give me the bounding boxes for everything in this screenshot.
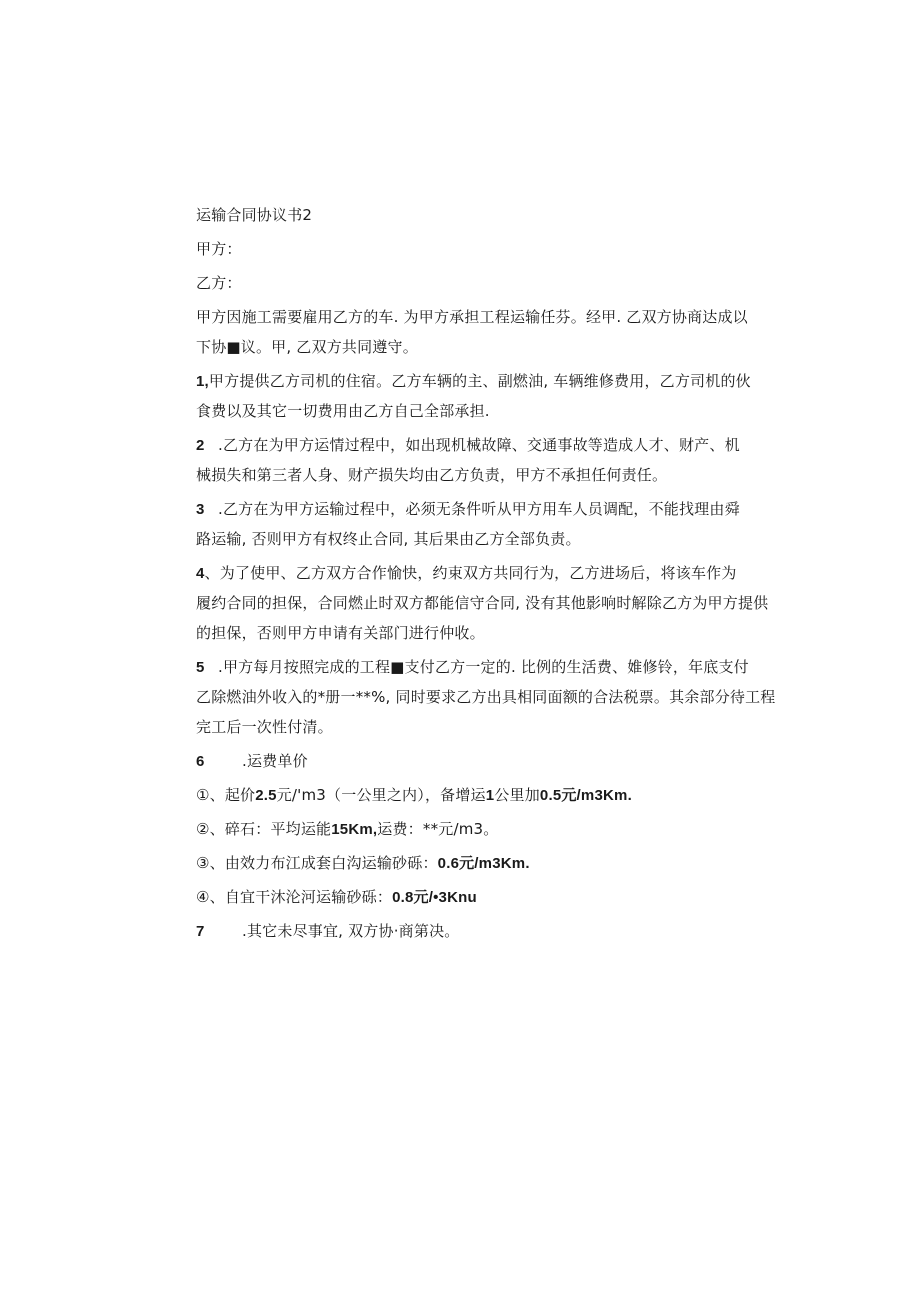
price-item-4: [196, 882, 756, 912]
clause-5-text-3: 完工后一次性付清。: [196, 718, 333, 736]
intro-line-1: [196, 302, 756, 332]
party-a-label: 甲方：: [196, 240, 242, 258]
price-3-value: 0.6: [437, 855, 460, 872]
intro-text-2: 下协■议。甲, 乙双方共同遵守。: [196, 338, 418, 356]
price-2-distance: 15Km,: [331, 821, 378, 838]
clause-3-text-2: 路运输, 否则甲方有权终止合同, 其后果由乙方全部负责。: [196, 530, 581, 548]
party-a-line: [196, 234, 756, 264]
clause-4-text-2: 履约合同的担保，合同燃止时双方都能信守合同, 没有其他影响时解除乙方为甲方提供: [196, 594, 769, 612]
clause-2-text-1: .乙方在为甲方运情过程中，如出现机械故障、交通事故等造成人才、财产、机: [218, 436, 740, 454]
intro-line-2: [196, 332, 756, 362]
clause-1-text-2: 食费以及其它一切费用由乙方自己全部承担.: [196, 402, 490, 420]
clause-4-line-1: [196, 558, 756, 588]
clause-6-number: 6: [196, 753, 205, 770]
price-4-unit: 元/•3Knu: [413, 889, 477, 906]
price-item-2: [196, 814, 756, 844]
price-3-unit: 元/m3Km.: [459, 855, 530, 872]
price-item-1: [196, 780, 756, 810]
party-b-line: [196, 268, 756, 298]
price-item-3: [196, 848, 756, 878]
price-1-start-value: 2.5: [255, 787, 277, 804]
clause-5-line-2: [196, 682, 776, 712]
price-1-label: ①、起价: [196, 786, 256, 804]
clause-3-number: 3: [196, 501, 205, 518]
price-2-fee: 运费：**元/m3。: [377, 820, 499, 838]
clause-7-line: [196, 916, 756, 946]
clause-4-line-2: [196, 588, 769, 618]
clause-2-text-2: 械损失和第三者人身、财产损失均由乙方负责，甲方不承担任何责任。: [196, 466, 668, 484]
clause-3-line-1: [196, 494, 756, 524]
price-1-add-label: 公里加: [494, 786, 540, 804]
price-1-add-unit: 元/m3Km.: [561, 787, 632, 804]
document-title: [196, 200, 756, 230]
clause-5-text-2: 乙除燃油外收入的*册一**%, 同时要求乙方出具相同面额的合法税票。其余部分待工程: [196, 688, 776, 706]
price-1-add-value: 0.5: [539, 787, 562, 804]
clause-1-line-1: [196, 366, 756, 396]
clause-4-text-1: 、为了使甲、乙方双方合作愉快，约束双方共同行为，乙方进场后，将该车作为: [204, 564, 737, 582]
price-3-label: ③、由效力布江成套白沟运输砂砾：: [196, 854, 438, 872]
clause-5-text-1: .甲方每月按照完成的工程■支付乙方一定的. 比例的生活费、婎修铃，年底支付: [218, 658, 749, 676]
clause-2-line-2: [196, 460, 756, 490]
price-4-value: 0.8: [392, 889, 414, 906]
price-1-unit: 元/'m3: [276, 786, 327, 804]
clause-5-number: 5: [196, 659, 205, 676]
clause-4-number: 4: [196, 565, 205, 582]
clause-2-line-1: [196, 430, 756, 460]
price-2-label: ②、碎石：平均运能: [196, 820, 332, 838]
clause-1-line-2: [196, 396, 756, 426]
clause-6-title: .运费单价: [242, 752, 308, 770]
clause-5-line-3: [196, 712, 756, 742]
clause-4-line-3: [196, 618, 756, 648]
clause-3-text-1: .乙方在为甲方运输过程中，必须无条件听从甲方用车人员调配，不能找理由舜: [218, 500, 740, 518]
clause-3-line-2: [196, 524, 756, 554]
price-4-label: ④、自宜干沐沦河运输砂砾：: [196, 888, 393, 906]
clause-7-text: .其它未尽事宜, 双方协·商第决。: [242, 922, 460, 940]
title-text: 运输合同协议书2: [196, 206, 313, 224]
intro-text-1: 甲方因施工需要雇用乙方的车. 为甲方承担工程运输任芬。经甲. 乙双方协商达成以: [196, 308, 748, 326]
clause-1-number: 1,: [196, 373, 209, 390]
price-1-km: 1: [485, 787, 495, 804]
party-b-label: 乙方：: [196, 274, 242, 292]
clause-4-text-3: 的担保，否则甲方申请有关部门进行仲收。: [196, 624, 485, 642]
price-1-note: （一公里之内），备增运: [326, 786, 486, 804]
clause-5-line-1: [196, 652, 756, 682]
clause-2-number: 2: [196, 437, 205, 454]
contract-text: [196, 200, 776, 946]
clause-1-text-1: 甲方提供乙方司机的住宿。乙方车辆的主、副燃油, 车辆维修费用，乙方司机的伙: [208, 372, 751, 390]
clause-6-line: [196, 746, 756, 776]
clause-7-number: 7: [196, 923, 205, 940]
